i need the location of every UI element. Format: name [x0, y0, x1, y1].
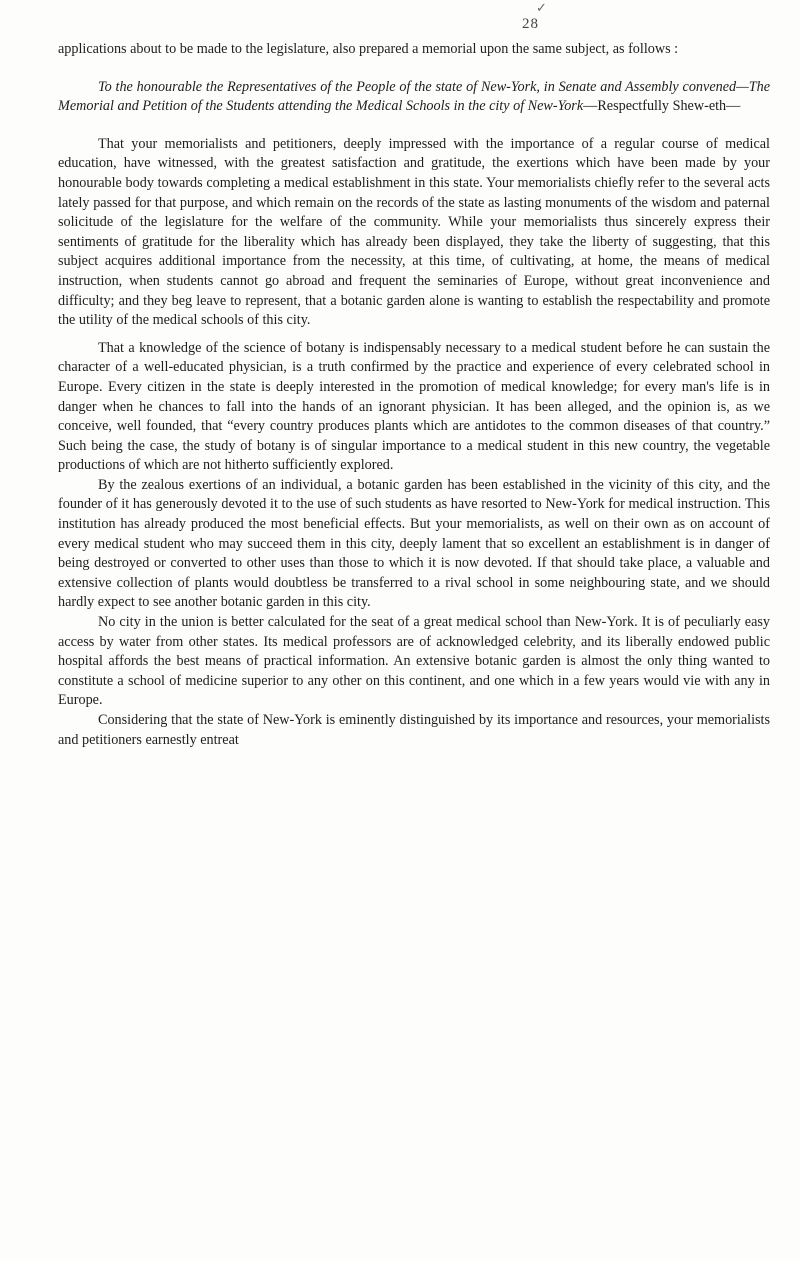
spacer	[58, 117, 770, 135]
paragraph-2: That a knowledge of the science of botany is indispensably necessary to a medical student before he can sustain the character of a well-educated physician, is a truth confirmed by the practice and experience of every celebrated school in Europe. Every citizen in the state is deeply interested in the promotion of medical knowledge; for every man's life is in danger when he chances to fall into the hands of an ignorant physician. It has been alleged, and the opinion is, as we conceive, well founded, that “every country produces plants which are antidotes to the common diseases of that country.” Such being the case, the study of botany is of singular importance to a medical student in this new country, the vegetable productions of which are not hitherto sufficiently explored.	[58, 339, 770, 474]
address-roman: —Respectfully Shew-eth—	[583, 98, 741, 115]
address-italic: To the honourable the Representatives of the People of the state of New-York, in Senate and Assembly convened—The Memorial and Petition of the Students attending the Medical Schools in the city of New-York	[58, 78, 770, 115]
memorial-address	[58, 78, 770, 117]
body-text	[58, 32, 770, 750]
paragraph-4: No city in the union is better calculated for the seat of a great medical school than New-York. It is of peculiarly easy access by water from other states. Its medical professors are of acknowledged celebrity, and its liberally endowed public hospital affords the best means of practical information. An extensive botanic garden is almost the only thing wanted to constitute a school of medicine superior to any other on this continent, and one which in a few years would vie with any in Europe.	[58, 614, 770, 709]
corner-mark: ✓	[536, 0, 547, 15]
paragraph-5: Considering that the state of New-York is eminently distinguished by its importance and resources, your memorialists and petitioners earnestly entreat	[58, 712, 770, 748]
paragraph-1: That your memorialists and petitioners, deeply impressed with the importance of a regular course of medical education, have witnessed, with the greatest satisfaction and gratitude, the exertions which have been made by your honourable body towards completing a medical establishment in this state. Your memorialists chiefly refer to the several acts lately passed for that purpose, and which remain on the records of the state as lasting monuments of the wisdom and paternal solicitude of the legislature for the welfare of the community. While your memorialists thus sincerely express their sentiments of gratitude for the liberality which has already been displayed, they take the liberty of suggesting, that this subject acquires additional importance from the necessity, at this time, of cultivating, at home, the means of medical instruction, when students cannot go abroad and frequent the seminaries of Europe, without great inconvenience and difficulty; and they beg leave to represent, that a botanic garden alone is wanting to establish the respectability and promote the utility of the medical schools of this city.	[58, 135, 770, 329]
intro-paragraph: applications about to be made to the legislature, also prepared a memorial upon the same subject, as follows :	[58, 41, 679, 57]
paragraph-3: By the zealous exertions of an individual, a botanic garden has been established in the vicinity of this city, and the founder of it has generously devoted it to the use of such students as have resorted to New-York for medical instruction. This institution has already produced the most beneficial effects. But your memorialists, as well on their own as on account of every medical student who may succeed them in this city, deeply lament that so excellent an establishment is in danger of being destroyed or converted to other uses than those to which it is now devoted. If that should take place, a valuable and extensive collection of plants would doubtless be transferred to a rival school in some neighbouring state, and we should hardly expect to see another botanic garden in this city.	[58, 476, 770, 611]
page-number: 28	[522, 16, 539, 32]
